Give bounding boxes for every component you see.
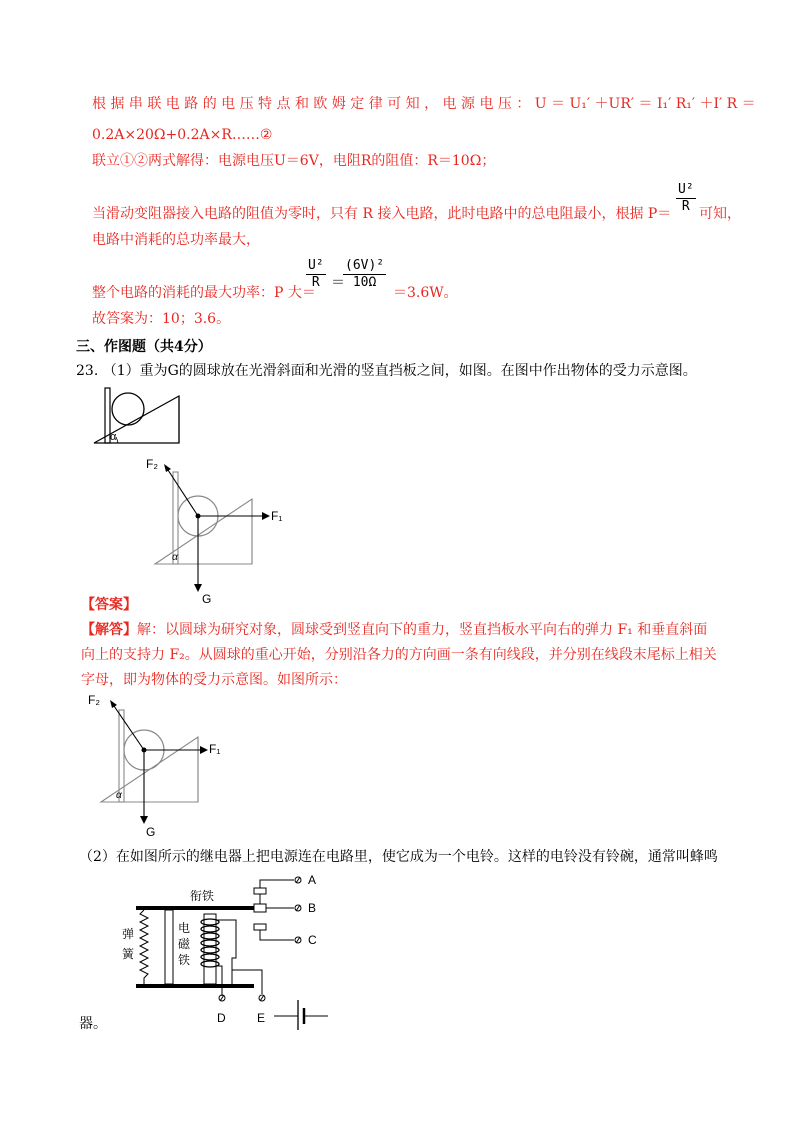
terminal-c-label: C (308, 933, 317, 947)
force-f2-label: F₂ (146, 457, 158, 471)
armature-label: 衔铁 (190, 889, 215, 903)
power-formula-fraction (676, 182, 696, 215)
incline-ball-figure (86, 386, 186, 448)
fraction-numerator: (6V)² (345, 258, 385, 273)
terminal-e-label: E (257, 1011, 266, 1025)
solution-line-4-end: 可知， (699, 206, 741, 222)
relay-circuit-figure (118, 862, 348, 1030)
analysis-line-3: 字母，即为物体的受力示意图。如图所示： (81, 672, 347, 688)
terminal-b-label: B (308, 901, 317, 915)
gravity-g-label: G (146, 825, 156, 839)
analysis-text-1: 解：以圆球为研究对象，圆球受到竖直向下的重力，竖直挡板水平向右的弹力 F₁ 和垂直斜面 (137, 622, 708, 638)
max-power-fraction-2 (343, 258, 386, 291)
equals-sign: ＝ (331, 275, 345, 291)
fraction-denominator: R (311, 275, 320, 290)
force-diagram-question (140, 452, 290, 604)
solution-line-5: 电路中消耗的总功率最大， (92, 232, 260, 248)
spring-label-2: 簧 (122, 947, 135, 961)
fraction-denominator: R (681, 199, 690, 214)
answer-summary: 故答案为：10；3.6。 (92, 311, 231, 327)
force-f1-label: F₁ (209, 742, 221, 756)
solution-line-6: 整个电路的消耗的最大功率：P 大＝ (92, 285, 316, 301)
solution-line-2: 0.2A×20Ω+0.2A×R……② (92, 127, 273, 143)
solution-line-1: 根 据 串 联 电 路 的 电 压 特 点 和 欧 姆 定 律 可 知 ， 电 源 电 压 ： U ＝ U₁′ ＋UR′ ＝ I₁′ R₁′ ＋I′ R ＝ (92, 96, 756, 112)
gravity-g-label: G (202, 592, 212, 604)
magnet-label-2: 磁 (178, 937, 191, 951)
terminal-a-label: A (308, 873, 317, 887)
section-title: 三、作图题（共4分） (76, 339, 212, 355)
fraction-numerator: U² (678, 182, 694, 197)
angle-alpha-label: α (116, 790, 122, 801)
terminal-d-label: D (217, 1011, 226, 1025)
angle-alpha-label: α (110, 431, 117, 443)
q23-part2: （2）在如图所示的继电器上把电源连在电路里，使它成为一个电铃。这样的电铃没有铃碗，通常叫蜂鸣 (79, 849, 718, 865)
solution-line-6-end: ＝3.6W。 (393, 285, 458, 301)
q23-stem: 23. （1）重为G的圆球放在光滑斜面和光滑的竖直挡板之间，如图。在图中作出物体的受力示意图。 (76, 363, 697, 379)
force-f2-label: F₂ (88, 693, 100, 707)
answer-tag: 【答案】 (81, 597, 137, 613)
q23-part2-end: 器。 (79, 1016, 107, 1032)
magnet-label-1: 电 (178, 921, 191, 935)
analysis-line-2: 向上的支持力 F₂。从圆球的重心开始，分别沿各力的方向画一条有向线段，并分别在线段末尾标上相关 (81, 647, 717, 663)
angle-alpha-label: α (172, 552, 178, 563)
force-diagram-answer (86, 690, 236, 840)
fraction-denominator: 10Ω (352, 275, 377, 290)
solution-line-3: 联立①②两式解得：电源电压U＝6V，电阻R的阻值：R＝10Ω； (92, 153, 496, 169)
fraction-numerator: U² (308, 258, 324, 273)
spring-label-1: 弹 (122, 927, 135, 941)
force-f1-label: F₁ (271, 509, 283, 523)
analysis-line-1 (81, 621, 707, 639)
magnet-label-3: 铁 (178, 953, 191, 967)
max-power-fraction-1 (306, 258, 326, 291)
solution-line-4: 当滑动变阻器接入电路的阻值为零时，只有 R 接入电路，此时电路中的总电阻最小，根据 P＝ (92, 206, 672, 222)
analysis-tag: 【解答】 (81, 622, 137, 638)
